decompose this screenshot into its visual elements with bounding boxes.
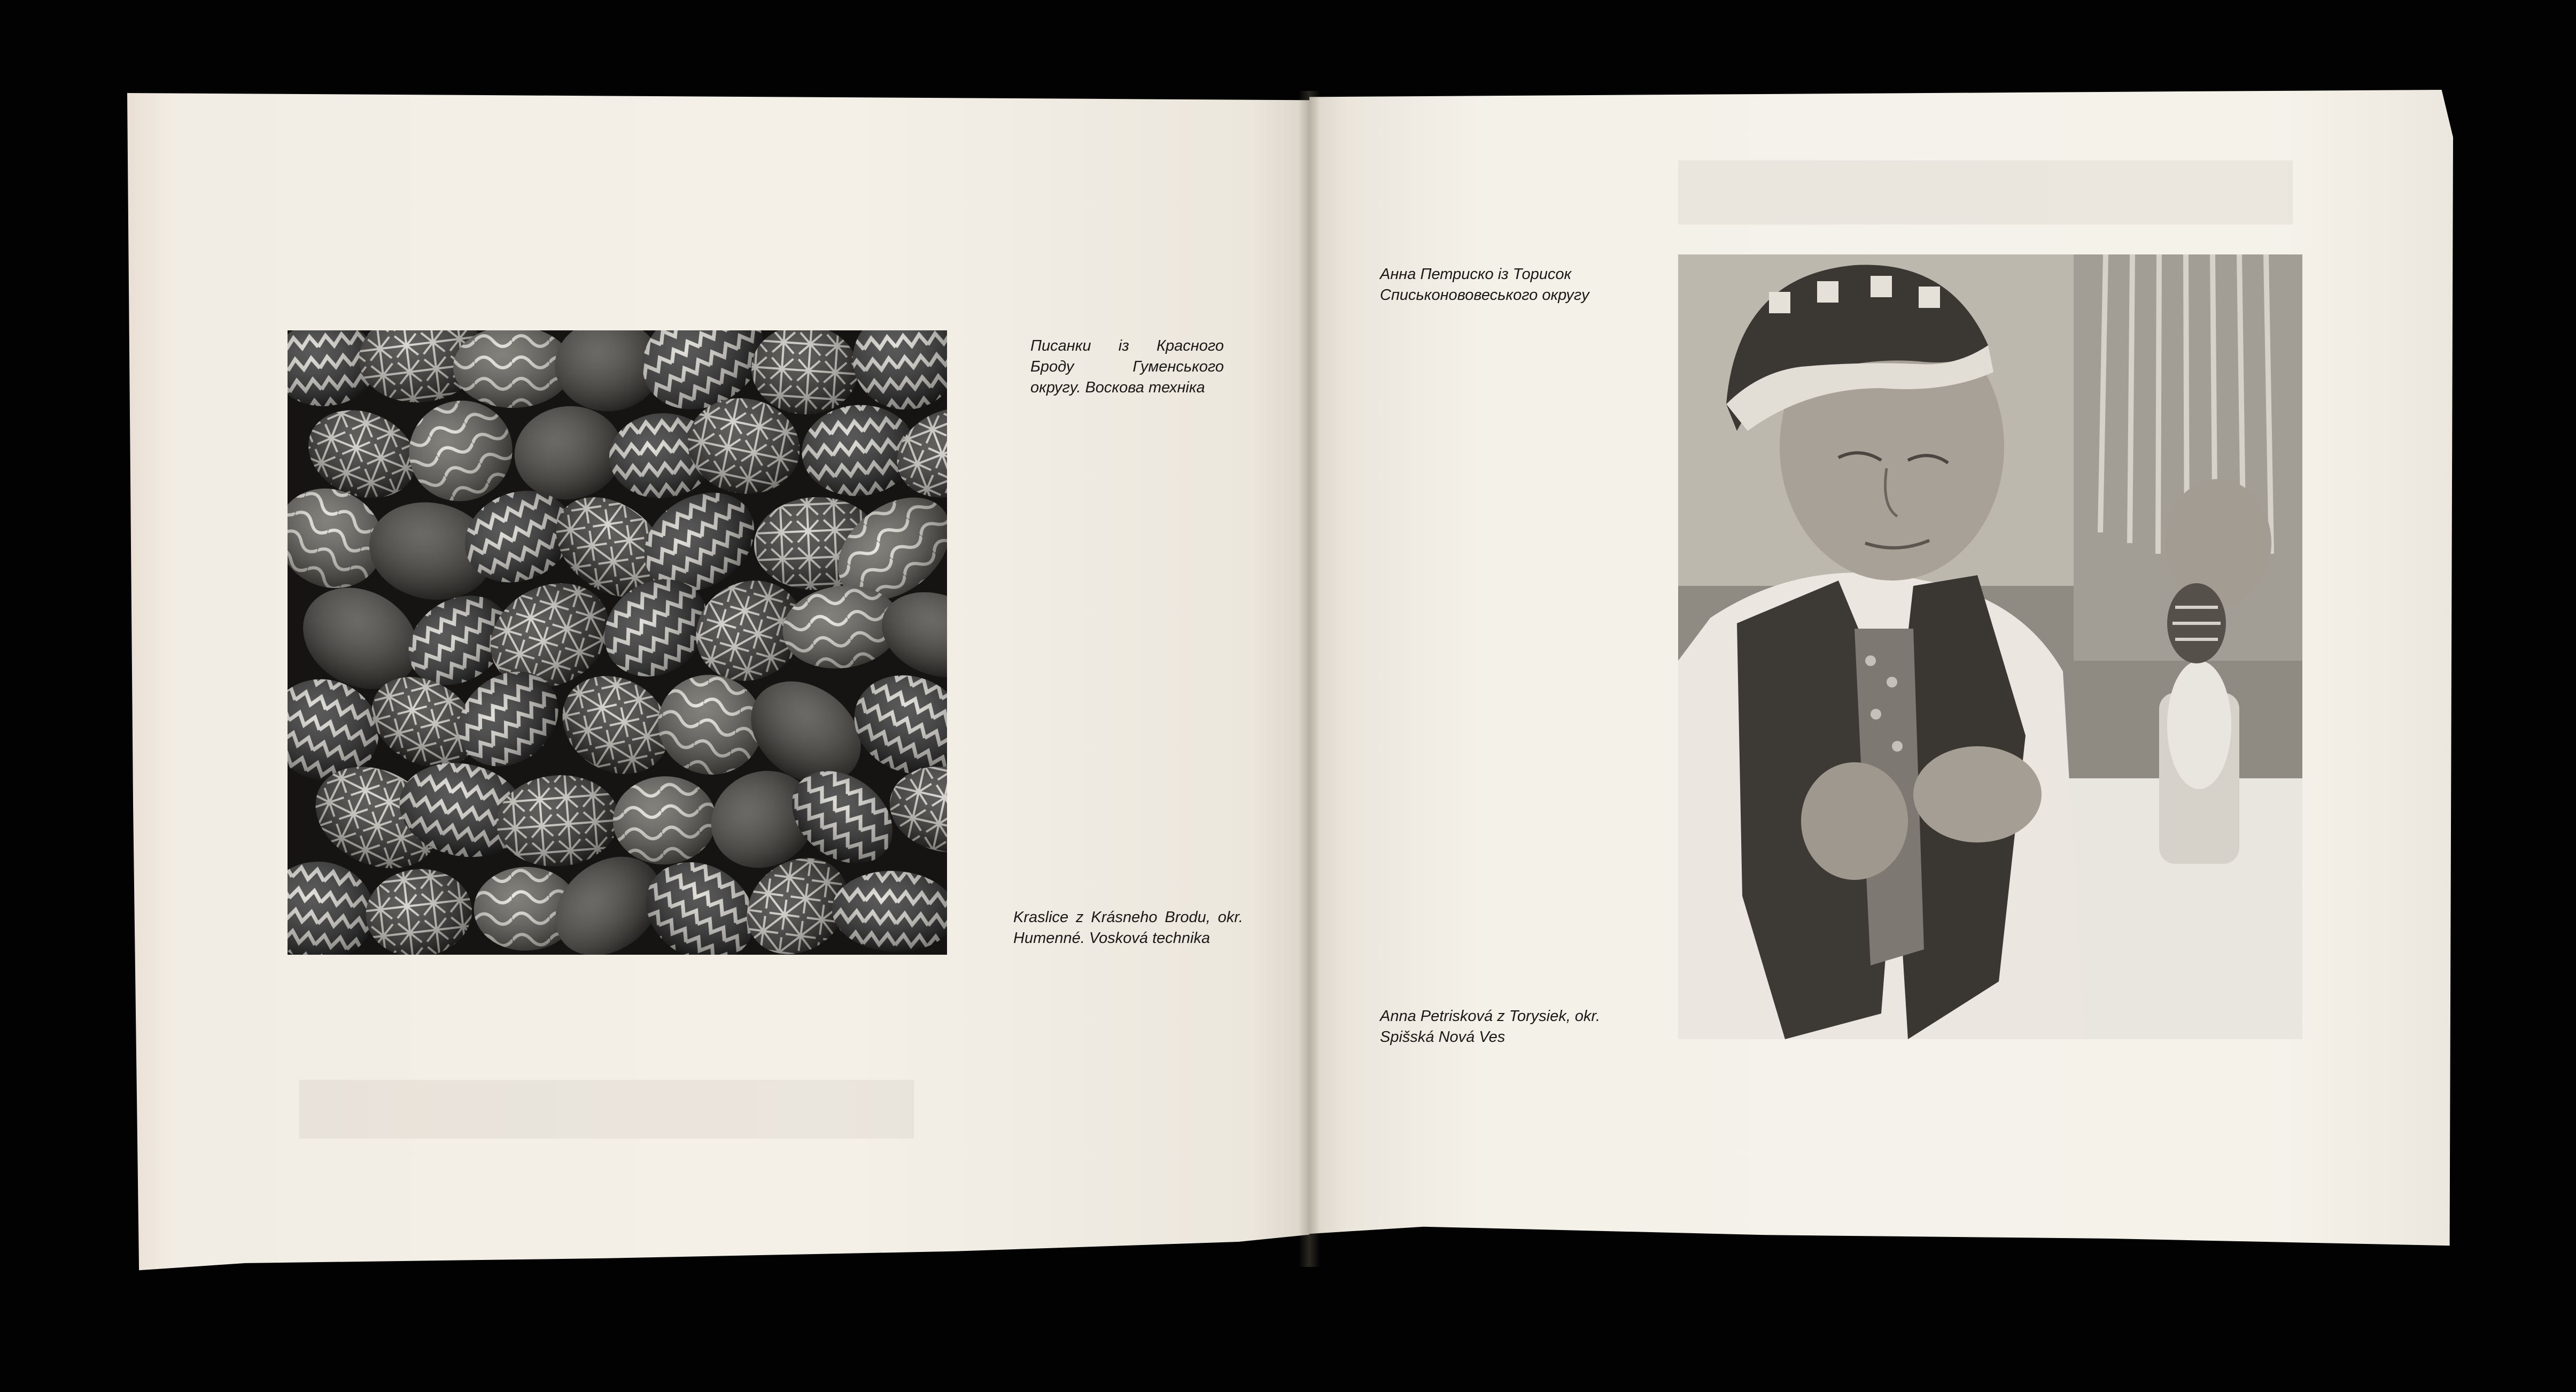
woman-portrait-photo — [1678, 254, 2302, 1039]
show-through-mark — [299, 1080, 914, 1139]
easter-eggs-photo — [288, 330, 947, 955]
photo-eggs-icon — [288, 330, 947, 955]
caption-right-ukrainian: Анна Петриско із Торисок Списьконововеського округу — [1380, 266, 1589, 304]
book-spine — [1299, 91, 1320, 1267]
show-through-mark — [1678, 160, 2293, 225]
caption-right-slovak: Anna Petrisková z Torysiek, okr. Spišská Nová Ves — [1380, 1008, 1601, 1046]
caption-left-slovak: Kraslice z Krásneho Brodu, okr. Humenné. Vosková technika — [1013, 909, 1243, 947]
caption-left-ukrainian: Писанки із Красного Броду Гуменського округу. Воскова техніка — [1030, 337, 1224, 396]
photo-woman-icon — [1678, 254, 2302, 1039]
